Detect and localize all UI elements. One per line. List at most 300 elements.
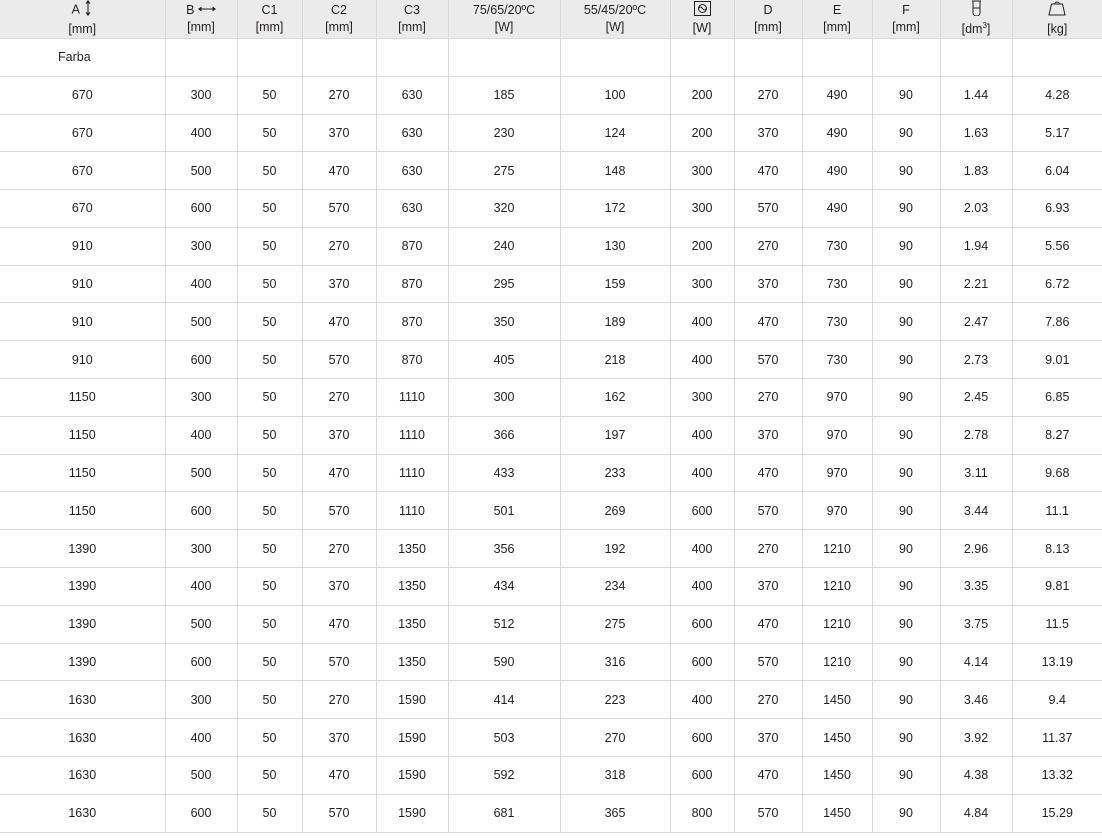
table-cell: 90 [872,227,940,265]
table-cell: 400 [165,568,237,606]
table-cell: 350 [448,303,560,341]
table-cell: 400 [165,719,237,757]
table-cell: 1350 [376,568,448,606]
column-unit-b: [mm] [187,20,215,35]
horizontal-arrow-icon [198,2,216,19]
table-cell: 670 [0,152,165,190]
table-cell: 50 [237,341,302,379]
table-cell: 570 [302,190,376,228]
table-row [0,265,1102,303]
table-cell: 90 [872,643,940,681]
column-header-c1 [237,0,302,38]
table-cell: 172 [560,190,670,228]
column-unit-volume: $[dm^3]$ [961,20,991,37]
table-cell: 1150 [0,454,165,492]
table-cell: 1390 [0,568,165,606]
table-cell: 192 [560,530,670,568]
table-cell: 366 [448,416,560,454]
table-cell: 470 [302,152,376,190]
table-cell: 13.32 [1012,757,1102,795]
table-cell: 570 [734,643,802,681]
table-row [0,227,1102,265]
table-cell: 5.17 [1012,114,1102,152]
table-cell: 1110 [376,454,448,492]
column-header-volume [940,0,1012,38]
table-cell: 270 [734,227,802,265]
farba-cell [872,38,940,76]
table-cell: 400 [165,114,237,152]
table-row [0,454,1102,492]
table-cell: 630 [376,190,448,228]
table-cell: 270 [734,530,802,568]
column-unit-d: [mm] [754,19,782,34]
table-cell: 6.72 [1012,265,1102,303]
table-cell: 90 [872,681,940,719]
table-cell: 300 [670,379,734,417]
table-cell: 470 [734,757,802,795]
column-label-c2: C2 [331,3,347,18]
table-cell: 90 [872,416,940,454]
table-cell: 2.45 [940,379,1012,417]
table-cell: 910 [0,341,165,379]
table-cell: 50 [237,454,302,492]
table-cell: 1210 [802,643,872,681]
table-header [0,0,1102,38]
table-row [0,681,1102,719]
table-cell: 400 [670,341,734,379]
table-cell: 1150 [0,416,165,454]
table-cell: 2.21 [940,265,1012,303]
table-cell: 970 [802,416,872,454]
table-cell: 1350 [376,643,448,681]
table-cell: 730 [802,341,872,379]
column-unit-c2: [mm] [325,19,353,34]
table-cell: 2.03 [940,190,1012,228]
table-cell: 2.78 [940,416,1012,454]
table-row [0,114,1102,152]
farba-cell [302,38,376,76]
table-cell: 592 [448,757,560,795]
table-body [0,38,1102,832]
table-cell: 600 [670,605,734,643]
table-cell: 400 [670,530,734,568]
table-cell: 1350 [376,530,448,568]
table-cell: 13.19 [1012,643,1102,681]
table-cell: 570 [734,190,802,228]
table-cell: 50 [237,719,302,757]
table-cell: 470 [734,152,802,190]
table-row [0,719,1102,757]
table-cell: 434 [448,568,560,606]
table-cell: 270 [560,719,670,757]
farba-cell [165,38,237,76]
table-cell: 970 [802,492,872,530]
table-cell: 270 [302,76,376,114]
table-cell: 370 [734,719,802,757]
column-label-f: F [902,3,910,18]
table-cell: 1630 [0,681,165,719]
table-cell: 90 [872,794,940,832]
table-cell: 670 [0,76,165,114]
table-cell: 50 [237,643,302,681]
table-cell: 3.44 [940,492,1012,530]
table-cell: 90 [872,757,940,795]
table-cell: 600 [670,492,734,530]
table-cell: 185 [448,76,560,114]
table-cell: 90 [872,568,940,606]
table-row [0,76,1102,114]
header-row [0,0,1102,38]
volume-icon [970,0,983,21]
table-cell: 570 [302,794,376,832]
table-cell: 200 [670,114,734,152]
table-row [0,492,1102,530]
table-cell: 223 [560,681,670,719]
electric-heater-icon [694,1,711,21]
column-label-e: E [832,3,842,18]
table-cell: 50 [237,416,302,454]
table-cell: 3.92 [940,719,1012,757]
table-cell: 270 [302,379,376,417]
table-cell: 470 [302,454,376,492]
farba-cell [560,38,670,76]
table-cell: 50 [237,568,302,606]
table-cell: 590 [448,643,560,681]
table-cell: 500 [165,303,237,341]
column-label-power-75-65-20: 75/65/20ºC [472,3,536,18]
table-cell: 50 [237,492,302,530]
table-cell: 7.86 [1012,303,1102,341]
table-cell: 414 [448,681,560,719]
farba-cell [376,38,448,76]
table-cell: 9.01 [1012,341,1102,379]
column-unit-power-75-65-20: [W] [494,19,514,34]
table-cell: 570 [734,492,802,530]
table-cell: 50 [237,265,302,303]
table-cell: 370 [734,114,802,152]
table-cell: 50 [237,76,302,114]
table-cell: 490 [802,190,872,228]
vertical-arrow-icon [83,0,93,21]
table-cell: 730 [802,227,872,265]
table-cell: 234 [560,568,670,606]
table-cell: 9.68 [1012,454,1102,492]
table-row [0,605,1102,643]
table-cell: 50 [237,605,302,643]
table-cell: 490 [802,114,872,152]
table-cell: 159 [560,265,670,303]
table-cell: 300 [165,227,237,265]
table-cell: 500 [165,757,237,795]
column-label-power-55-45-20: 55/45/20ºC [583,3,647,18]
table-cell: 3.35 [940,568,1012,606]
table-row [0,643,1102,681]
table-cell: 6.85 [1012,379,1102,417]
farba-cell [670,38,734,76]
table-cell: 233 [560,454,670,492]
column-header-electric-power [670,0,734,38]
table-row [0,152,1102,190]
table-cell: 320 [448,190,560,228]
table-cell: 400 [670,303,734,341]
table-cell: 3.75 [940,605,1012,643]
table-cell: 4.28 [1012,76,1102,114]
table-cell: 370 [302,114,376,152]
column-header-c3 [376,0,448,38]
table-cell: 370 [302,719,376,757]
table-cell: 600 [670,757,734,795]
table-cell: 600 [165,492,237,530]
table-cell: 300 [165,530,237,568]
table-cell: 370 [302,416,376,454]
table-cell: 50 [237,757,302,795]
table-cell: 1.94 [940,227,1012,265]
table-cell: 9.4 [1012,681,1102,719]
table-cell: 1590 [376,719,448,757]
table-cell: 970 [802,454,872,492]
table-cell: 370 [734,568,802,606]
table-cell: 4.38 [940,757,1012,795]
table-cell: 1350 [376,605,448,643]
column-unit-a: [mm] [68,21,97,36]
table-cell: 470 [734,605,802,643]
table-cell: 600 [670,643,734,681]
table-cell: 4.84 [940,794,1012,832]
column-unit-e: [mm] [823,19,851,34]
table-cell: 570 [302,492,376,530]
column-unit-weight: [kg] [1047,21,1068,36]
table-cell: 11.37 [1012,719,1102,757]
table-cell: 300 [670,265,734,303]
table-cell: 1150 [0,492,165,530]
table-cell: 910 [0,303,165,341]
table-cell: 400 [165,265,237,303]
table-cell: 1450 [802,794,872,832]
table-cell: 433 [448,454,560,492]
farba-cell [448,38,560,76]
table-cell: 1630 [0,719,165,757]
table-cell: 270 [302,681,376,719]
table-row [0,530,1102,568]
table-cell: 910 [0,227,165,265]
table-cell: 800 [670,794,734,832]
table-cell: 500 [165,454,237,492]
column-header-power-75-65-20 [448,0,560,38]
table-cell: 400 [670,454,734,492]
table-cell: 2.73 [940,341,1012,379]
table-cell: 270 [734,76,802,114]
table-cell: 124 [560,114,670,152]
table-cell: 1.44 [940,76,1012,114]
table-cell: 50 [237,681,302,719]
table-cell: 269 [560,492,670,530]
table-cell: 3.46 [940,681,1012,719]
table-cell: 11.5 [1012,605,1102,643]
table-cell: 1390 [0,605,165,643]
table-cell: 50 [237,530,302,568]
table-cell: 50 [237,794,302,832]
table-row [0,303,1102,341]
table-cell: 270 [734,681,802,719]
table-cell: 630 [376,152,448,190]
table-cell: 50 [237,152,302,190]
table-cell: 400 [670,681,734,719]
table-cell: 600 [165,794,237,832]
table-cell: 318 [560,757,670,795]
column-label-a: A [71,2,80,17]
column-header-f [872,0,940,38]
table-cell: 90 [872,341,940,379]
farba-cell [802,38,872,76]
table-cell: 600 [165,643,237,681]
table-cell: 90 [872,379,940,417]
table-cell: 1.83 [940,152,1012,190]
table-cell: 50 [237,114,302,152]
table-cell: 470 [302,303,376,341]
column-label-b: B [186,2,195,17]
table-cell: 300 [670,152,734,190]
table-cell: 870 [376,227,448,265]
table-cell: 400 [670,416,734,454]
table-cell: 50 [237,379,302,417]
table-cell: 570 [302,341,376,379]
table-cell: 90 [872,114,940,152]
table-row [0,190,1102,228]
table-cell: 1450 [802,681,872,719]
table-cell: 162 [560,379,670,417]
table-cell: 501 [448,492,560,530]
table-cell: 189 [560,303,670,341]
column-header-c2 [302,0,376,38]
table-cell: 270 [734,379,802,417]
table-cell: 870 [376,265,448,303]
table-cell: 130 [560,227,670,265]
table-cell: 90 [872,605,940,643]
table-cell: 316 [560,643,670,681]
table-cell: 1.63 [940,114,1012,152]
table-row [0,341,1102,379]
table-cell: 1630 [0,757,165,795]
table-cell: 400 [670,568,734,606]
table-cell: 8.13 [1012,530,1102,568]
column-label-d: D [763,3,773,18]
table-cell: 730 [802,303,872,341]
table-cell: 630 [376,114,448,152]
column-header-power-55-45-20 [560,0,670,38]
table-cell: 365 [560,794,670,832]
table-cell: 90 [872,265,940,303]
farba-row [0,38,1102,76]
table-cell: 370 [302,568,376,606]
table-cell: 370 [734,265,802,303]
column-header-d [734,0,802,38]
table-cell: 870 [376,303,448,341]
table-cell: 630 [376,76,448,114]
column-header-b [165,0,237,38]
table-cell: 240 [448,227,560,265]
table-cell: 670 [0,114,165,152]
table-cell: 405 [448,341,560,379]
table-cell: 470 [302,757,376,795]
table-cell: 90 [872,152,940,190]
table-cell: 356 [448,530,560,568]
table-cell: 1150 [0,379,165,417]
table-cell: 500 [165,605,237,643]
table-cell: 370 [302,265,376,303]
column-label-c3: C3 [404,3,420,18]
table-cell: 2.47 [940,303,1012,341]
table-cell: 230 [448,114,560,152]
table-cell: 90 [872,530,940,568]
table-cell: 4.14 [940,643,1012,681]
table-cell: 570 [734,794,802,832]
table-cell: 1110 [376,492,448,530]
farba-cell [940,38,1012,76]
table-cell: 1110 [376,416,448,454]
table-cell: 300 [448,379,560,417]
table-cell: 600 [670,719,734,757]
table-row [0,416,1102,454]
table-cell: 148 [560,152,670,190]
table-cell: 1210 [802,605,872,643]
table-cell: 503 [448,719,560,757]
table-cell: 600 [165,190,237,228]
table-cell: 1450 [802,757,872,795]
table-cell: 681 [448,794,560,832]
farba-cell [237,38,302,76]
column-unit-c1: [mm] [255,19,284,34]
farba-label: Farba [0,38,165,76]
table-cell: 1590 [376,757,448,795]
table-cell: 11.1 [1012,492,1102,530]
table-cell: 1390 [0,643,165,681]
table-cell: 1110 [376,379,448,417]
table-cell: 300 [165,76,237,114]
table-cell: 300 [670,190,734,228]
table-row [0,379,1102,417]
table-cell: 300 [165,681,237,719]
table-cell: 470 [734,303,802,341]
table-cell: 275 [448,152,560,190]
table-cell: 270 [302,227,376,265]
table-row [0,794,1102,832]
table-cell: 512 [448,605,560,643]
table-cell: 570 [302,643,376,681]
column-header-weight [1012,0,1102,38]
table-cell: 490 [802,152,872,190]
table-cell: 8.27 [1012,416,1102,454]
column-unit-c3: [mm] [398,19,426,34]
table-cell: 970 [802,379,872,417]
table-row [0,757,1102,795]
table-cell: 300 [165,379,237,417]
table-cell: 370 [734,416,802,454]
table-cell: 1590 [376,681,448,719]
table-cell: 570 [734,341,802,379]
table-cell: 3.11 [940,454,1012,492]
weight-icon [1047,0,1067,21]
table-cell: 910 [0,265,165,303]
table-cell: 50 [237,190,302,228]
table-cell: 90 [872,492,940,530]
column-header-a [0,0,165,38]
table-cell: 50 [237,303,302,341]
table-cell: 197 [560,416,670,454]
table-cell: 90 [872,76,940,114]
table-cell: 90 [872,719,940,757]
table-cell: 90 [872,303,940,341]
table-cell: 1450 [802,719,872,757]
